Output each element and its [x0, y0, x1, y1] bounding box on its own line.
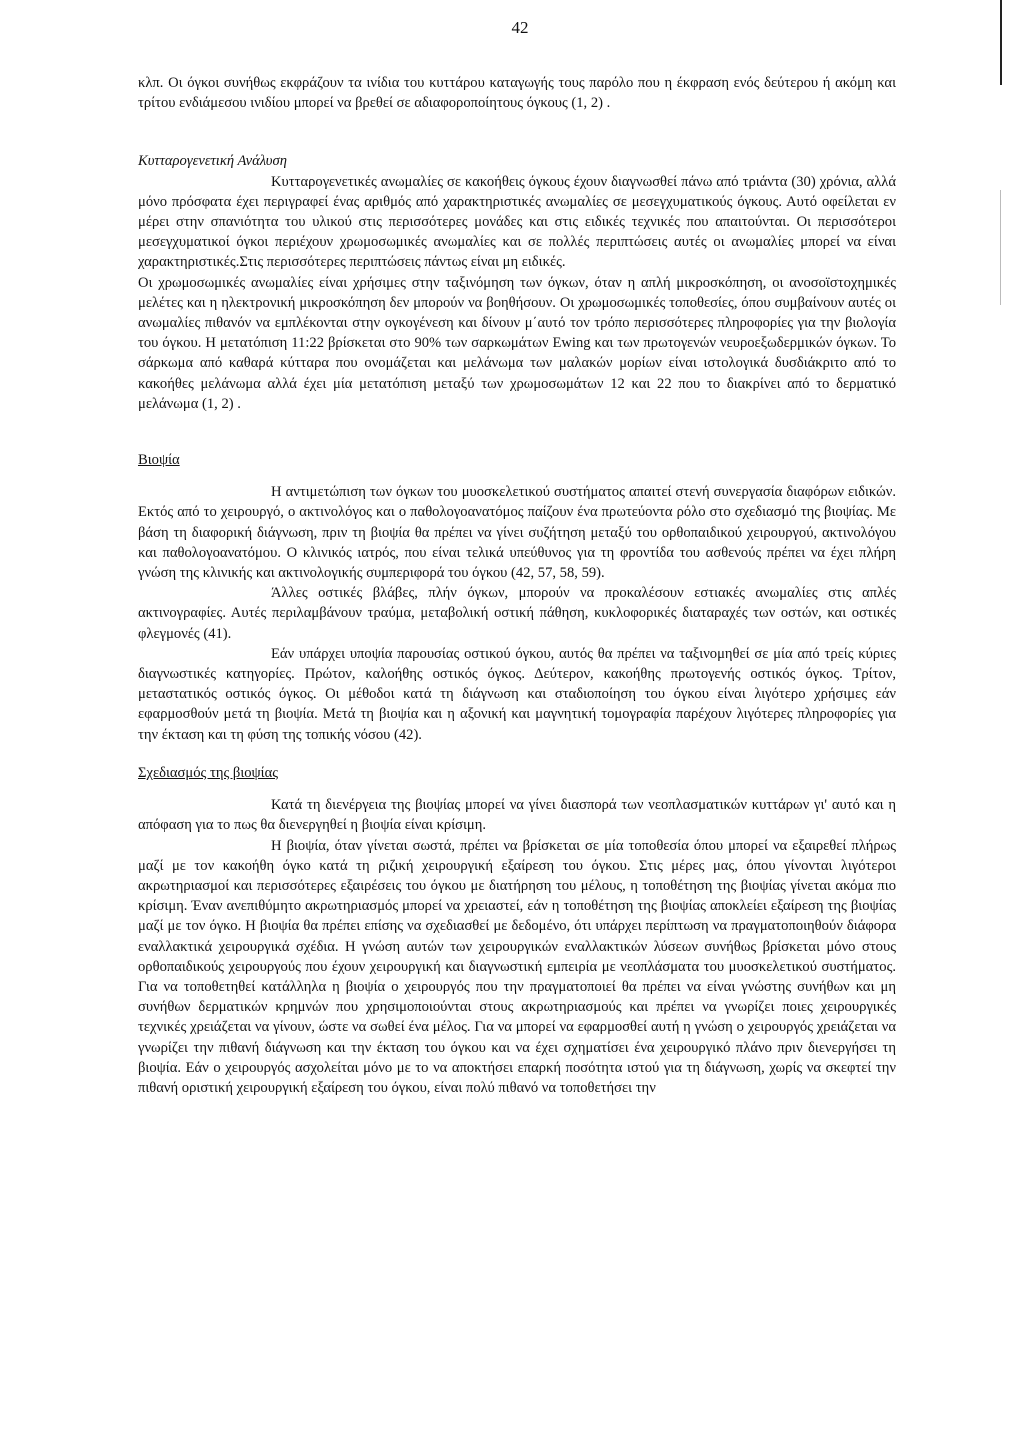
paragraph: Κατά τη διενέργεια της βιοψίας μπορεί να γίνει διασπορά των νεοπλασματικών κυττάρων γι' αυτό και η απόφαση για το πως θα διενεργηθεί η βιοψία είναι κρίσιμη.: [138, 797, 896, 834]
scan-edge-line: [1000, 0, 1002, 85]
paragraph: Η βιοψία, όταν γίνεται σωστά, πρέπει να βρίσκεται σε μία τοποθεσία όπου μπορεί να εξαιρεθεί πλήρως μαζί με τον κακοήθη όγκο κατά τη ριζική χειρουργική εξαίρεση του όγκου. Στις μέρες μας, όπου γίνονται λιγότεροι ακρωτηριασμοί και περισσότερες εξαιρέσεις του όγκου με διατήρηση του μέλους, η τοποθέτηση της βιοψίας γίνεται ακόμα πιο κρίσιμη. Έναν ανεπιθύμητο ακρωτηριασμός μπορεί να χρειαστεί, εάν η τοποθέτηση της βιοψίας αποκλείει εξαίρεση της βιοψίας μαζί με τον όγκο. Η βιοψία θα πρέπει επίσης να σχεδιασθεί με δεδομένο, ότι υπάρχει περίπτωση να πραγματοποιηθούν διάφορα εναλλακτικά χειρουργικά σχέδια. Η γνώση αυτών των χειρουργικών εναλλακτικών λύσεων συνήθως βρίσκεται μόνο στους ορθοπαιδικούς χειρουργούς που έχουν χειρουργική και διαγνωστική εμπειρία με νεοπλάσματα του μυοσκελετικού συστήματος. Για να τοποθετηθεί κατάλληλα η βιοψία ο χειρουργός που την πραγματοποιεί θα πρέπει να είναι γνώστης συνήθων και μη συνήθων δερματικών κρημνών που χρησιμοποιούνται στους ακρωτηριασμούς και πρέπει να γνωρίζει ποιες χειρουργικές τεχνικές χρειάζεται να γίνουν, ώστε να σωθεί ένα μέλος. Για να μπορεί να εφαρμοσθεί αυτή η γνώση ο χειρουργός χρειάζεται να γνωρίζει την πιθανή διάγνωση και την έκταση του όγκου και να έχει σχηματίσει ένα χειρουργικό πλάνο πριν διενεργήσει τη βιοψία. Εάν ο χειρουργός ασχολείται μόνο με το να αποκτήσει επαρκή ποσότητα ιστού για τη διάγνωση, χωρίς να σκεφτεί την πιθανή οριστική χειρουργική εξαίρεση του όγκου, είναι πολύ πιθανό να τοποθετήσει την: [138, 837, 896, 1096]
page-number: 42: [511, 18, 529, 37]
paragraph: Εάν υπάρχει υποψία παρουσίας οστικού όγκου, αυτός θα πρέπει να ταξινομηθεί σε μία από τρείς κύριες διαγνωστικές κατηγορίες. Πρώτον, καλοήθης οστικός όγκος. Δεύτερον, κακοήθης πρωτογενής οστικός όγκος. Τρίτον, μεταστατικός οστικός όγκος. Οι μέθοδοι κατά τη διάγνωση και σταδιοποίηση του όγκου είναι λιγότερο χρήσιμες εάν εφαρμοσθούν μετά τη βιοψία. Μετά τη βιοψία και η αξονική και μαγνητική τομογραφία παρέχουν λιγότερες πληροφορίες για την έκταση και τη φύση της τοπικής νόσου (42).: [138, 645, 896, 743]
paragraph: Άλλες οστικές βλάβες, πλήν όγκων, μπορούν να προκαλέσουν εστιακές ανωμαλίες στις απλές ακτινογραφίες. Αυτές περιλαμβάνουν τραύμα, μεταβολική οστική πάθηση, κυκλοφορικές διαταραχές των οστών, και οστικές φλεγμονές (41).: [138, 585, 896, 642]
page-body: [138, 73, 896, 1098]
intro-paragraph: κλπ. Οι όγκοι συνήθως εκφράζουν τα ινίδια του κυττάρου καταγωγής τους παρόλο που η έκφραση ενός δεύτερου ή ακόμη και τρίτου ενδιάμεσου ινιδίου μπορεί να βρεθεί σε αδιαφοροποίητους όγκους (1, 2) .: [138, 75, 896, 112]
section-heading-biopsy-planning: Σχεδιασμός της βιοψίας: [138, 764, 279, 781]
paragraph: Κυτταρογενετικές ανωμαλίες σε κακοήθεις όγκους έχουν διαγνωσθεί πάνω από τριάντα (30) χρόνια, αλλά μόνο πρόσφατα έχει περιγραφεί ένας αριθμός από χαρακτηριστικές ανωμαλίες σε μεσεγχυματικούς όγκους. Αυτό οφείλεται εν μέρει στην σπανιότητα του υλικού στις περισσότερες μονάδες και στις ειδικές τεχνικές που απαιτούνται. Οι περισσότεροι μεσεγχυματικοί όγκοι περιέχουν χρωμοσωμικές ανωμαλίες και σε πολλές περιπτώσεις αυτές οι ανωμαλίες μπορεί να είναι χαρακτηριστικές.Στις περισσότερες περιπτώσεις πάντως είναι μη ειδικές.: [138, 173, 896, 271]
paragraph: Οι χρωμοσωμικές ανωμαλίες είναι χρήσιμες στην ταξινόμηση των όγκων, όταν η απλή μικροσκόπηση, οι ανοσοϊστοχημικές μελέτες και η ηλεκτρονική μικροσκόπηση δεν μπορούν να βοηθήσουν. Οι χρωμοσωμικές τοποθεσίες, όπου συμβαίνουν αυτές οι ανωμαλίες πιθανόν να εμπλέκονται στην ογκογένεση και δίνουν μ΄αυτό τον τρόπο περισσότερες πληροφορίες για την βιολογία του όγκου. Η μετατόπιση 11:22 βρίσκεται στο 90% των σαρκωμάτων Ewing και των πρωτογενών νευροεξωδερμικών όγκων. Το σάρκωμα από καθαρά κύτταρα που ονομάζεται και μελάνωμα των μαλακών μορίων είναι ιστολογικά δυσδιάκριτο από το κακοήθες μελάνωμα αλλά έχει μία μετατόπιση μεταξύ των χρωμοσωμάτων 12 και 22 που το διακρίνει από το δερματικό μελάνωμα (1, 2) .: [138, 274, 896, 412]
section-heading-cytogenetic: Κυτταρογενετική Ανάλυση: [138, 153, 287, 170]
scan-edge-line-faint: [1000, 190, 1001, 305]
paragraph: Η αντιμετώπιση των όγκων του μυοσκελετικού συστήματος απαιτεί στενή συνεργασία διαφόρων ειδικών. Εκτός από το χειρουργό, ο ακτινολόγος και ο παθολογοανατόμος παίζουν ένα πρωτεύοντα ρόλο στο σχεδιασμό της βιοψίας. Με βάση τη διαφορική διάγνωση, πριν τη βιοψία θα πρέπει να γίνει συζήτηση μεταξύ του ορθοπαιδικού χειρουργού, ακτινολόγου και παθολογοανατόμου. Ο κλινικός ιατρός, που είναι τελικά υπεύθυνος για τη φροντίδα του ασθενούς πρέπει να έχει πλήρη γνώση της κλινικής και ακτινολογικής συμπεριφορά του όγκου (42, 57, 58, 59).: [138, 484, 896, 582]
section-heading-biopsy: Βιοψία: [138, 452, 180, 469]
